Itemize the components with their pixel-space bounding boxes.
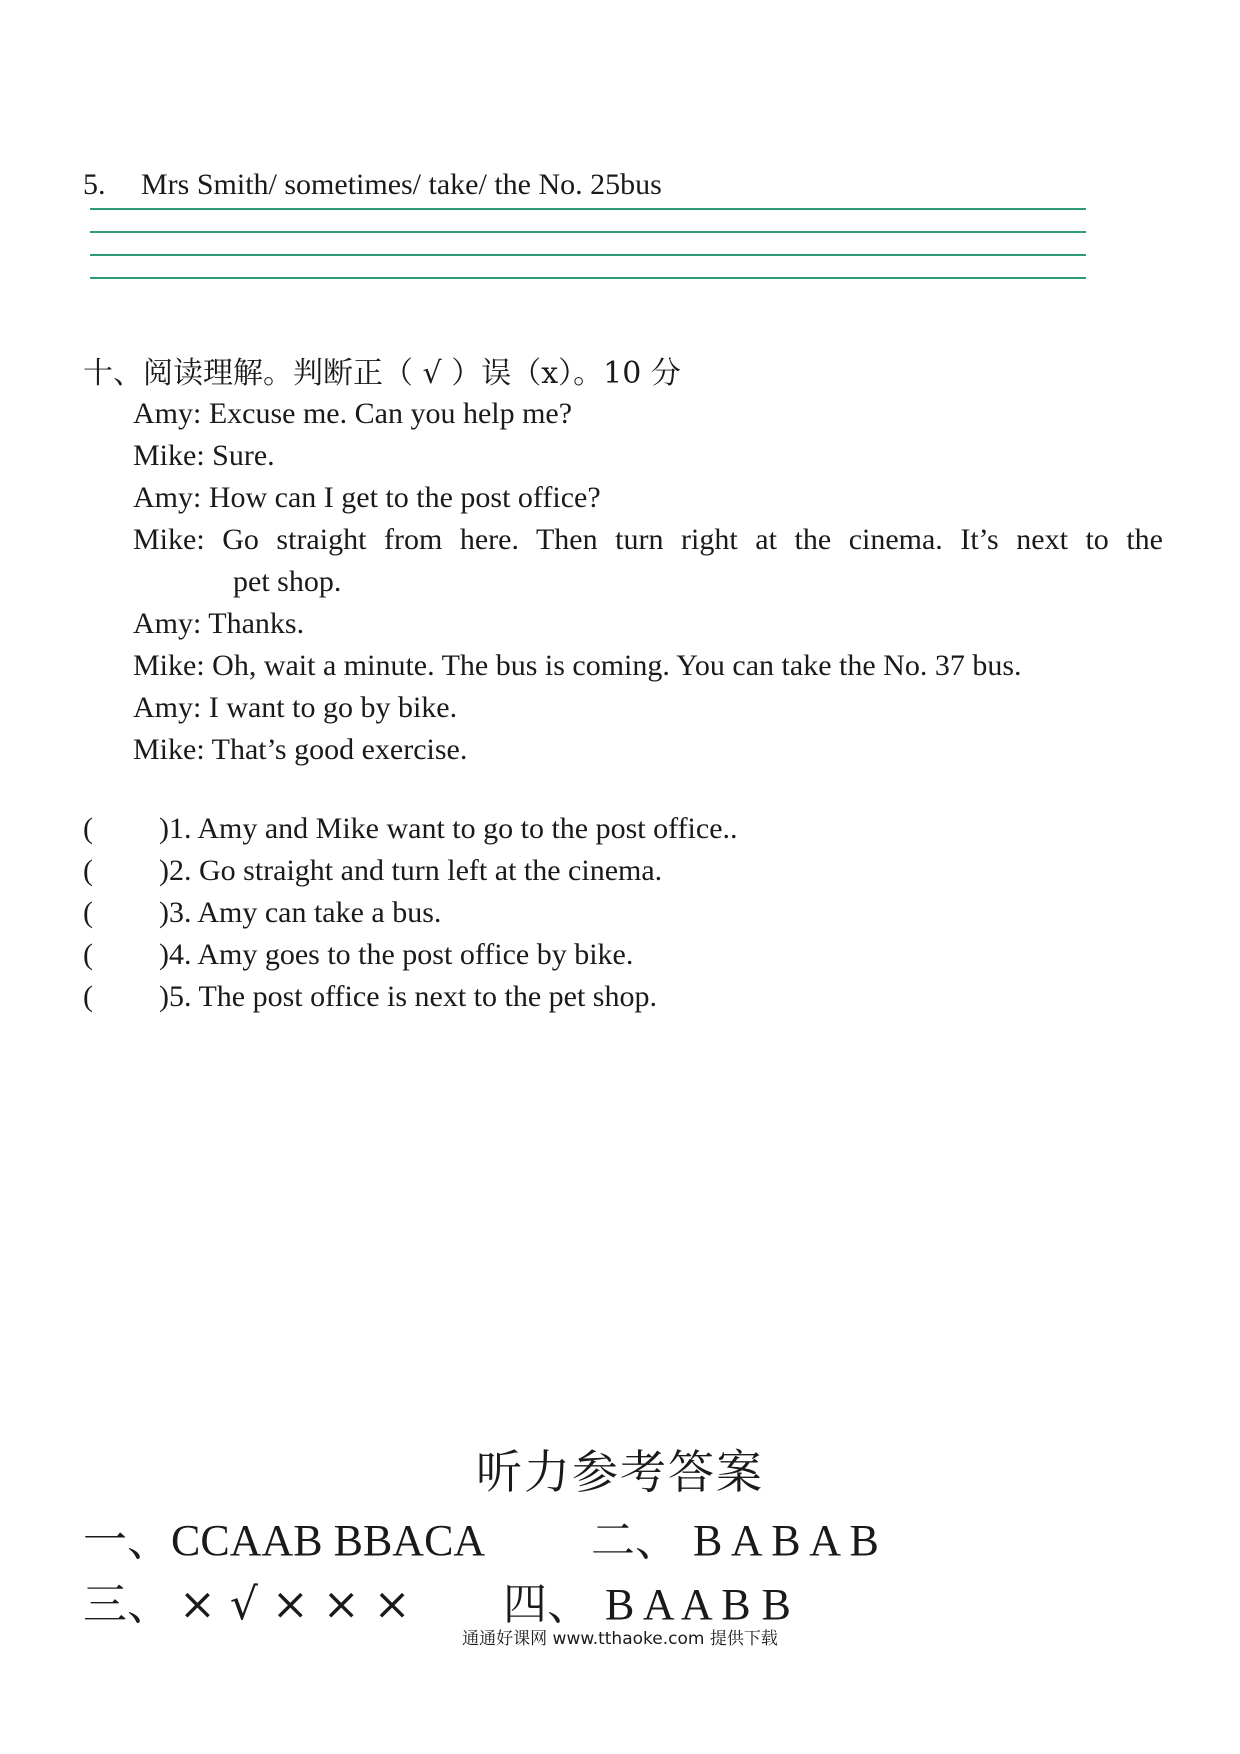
dialogue-line-continuation: pet shop. xyxy=(233,565,342,598)
statement-item xyxy=(83,808,738,850)
section-heading: 十、阅读理解。判断正（ √ ）误（x）。10 分 xyxy=(83,356,681,391)
dialogue-line: Mike: That’s good exercise. xyxy=(133,733,468,766)
question-5 xyxy=(83,168,662,202)
answer-blank[interactable]: ( xyxy=(83,980,93,1013)
writing-lines xyxy=(90,208,1086,300)
answer-row-1 xyxy=(83,1504,879,1568)
writing-line xyxy=(90,277,1086,279)
answer-blank[interactable]: ( xyxy=(83,896,93,929)
answer-blank[interactable]: ( xyxy=(83,854,93,887)
answer-blank[interactable]: ( xyxy=(83,938,93,971)
answer-value: B A B A B xyxy=(693,1516,879,1565)
statement-item xyxy=(83,976,738,1018)
question-text: Mrs Smith/ sometimes/ take/ the No. 25bus xyxy=(141,168,662,201)
answer-label: 四、 xyxy=(503,1579,591,1630)
dialogue-line: Amy: Excuse me. Can you help me? xyxy=(133,397,573,430)
writing-line xyxy=(90,254,1086,256)
answer-value: CCAAB BBACA xyxy=(171,1516,486,1565)
question-number: 5. xyxy=(83,168,106,201)
answers-title: 听力参考答案 xyxy=(476,1445,764,1499)
dialogue-line: Amy: How can I get to the post office? xyxy=(133,481,601,514)
statement-item xyxy=(83,850,738,892)
answer-value: B A A B B xyxy=(605,1580,791,1629)
dialogue-line: Amy: Thanks. xyxy=(133,607,305,640)
statement-text: )1. Amy and Mike want to go to the post office.. xyxy=(159,812,738,845)
writing-line xyxy=(90,208,1086,210)
answer-label: 二、 xyxy=(591,1515,679,1566)
answer-label: 一、 xyxy=(83,1515,171,1566)
footer-credit: 通通好课网 www.tthaoke.com 提供下载 xyxy=(462,1629,778,1649)
dialogue-line: Mike: Sure. xyxy=(133,439,275,472)
true-false-statements xyxy=(83,808,738,1018)
answer-row-2 xyxy=(83,1568,791,1632)
statement-text: )4. Amy goes to the post office by bike. xyxy=(159,938,634,971)
statement-text: )5. The post office is next to the pet shop. xyxy=(159,980,657,1013)
answer-label: 三、 xyxy=(83,1579,171,1630)
answer-blank[interactable]: ( xyxy=(83,812,93,845)
statement-text: )3. Amy can take a bus. xyxy=(159,896,442,929)
dialogue-line: Mike: Oh, wait a minute. The bus is coming. You can take the No. 37 bus. xyxy=(133,649,1022,682)
reading-dialogue xyxy=(133,393,1163,771)
statement-text: )2. Go straight and turn left at the cinema. xyxy=(159,854,663,887)
statement-item xyxy=(83,934,738,976)
writing-line xyxy=(90,231,1086,233)
dialogue-line: Mike: Go straight from here. Then turn right at the cinema. It’s next to the xyxy=(133,523,1163,556)
answer-value: × √ × × × xyxy=(179,1579,411,1630)
statement-item xyxy=(83,892,738,934)
dialogue-line: Amy: I want to go by bike. xyxy=(133,691,458,724)
